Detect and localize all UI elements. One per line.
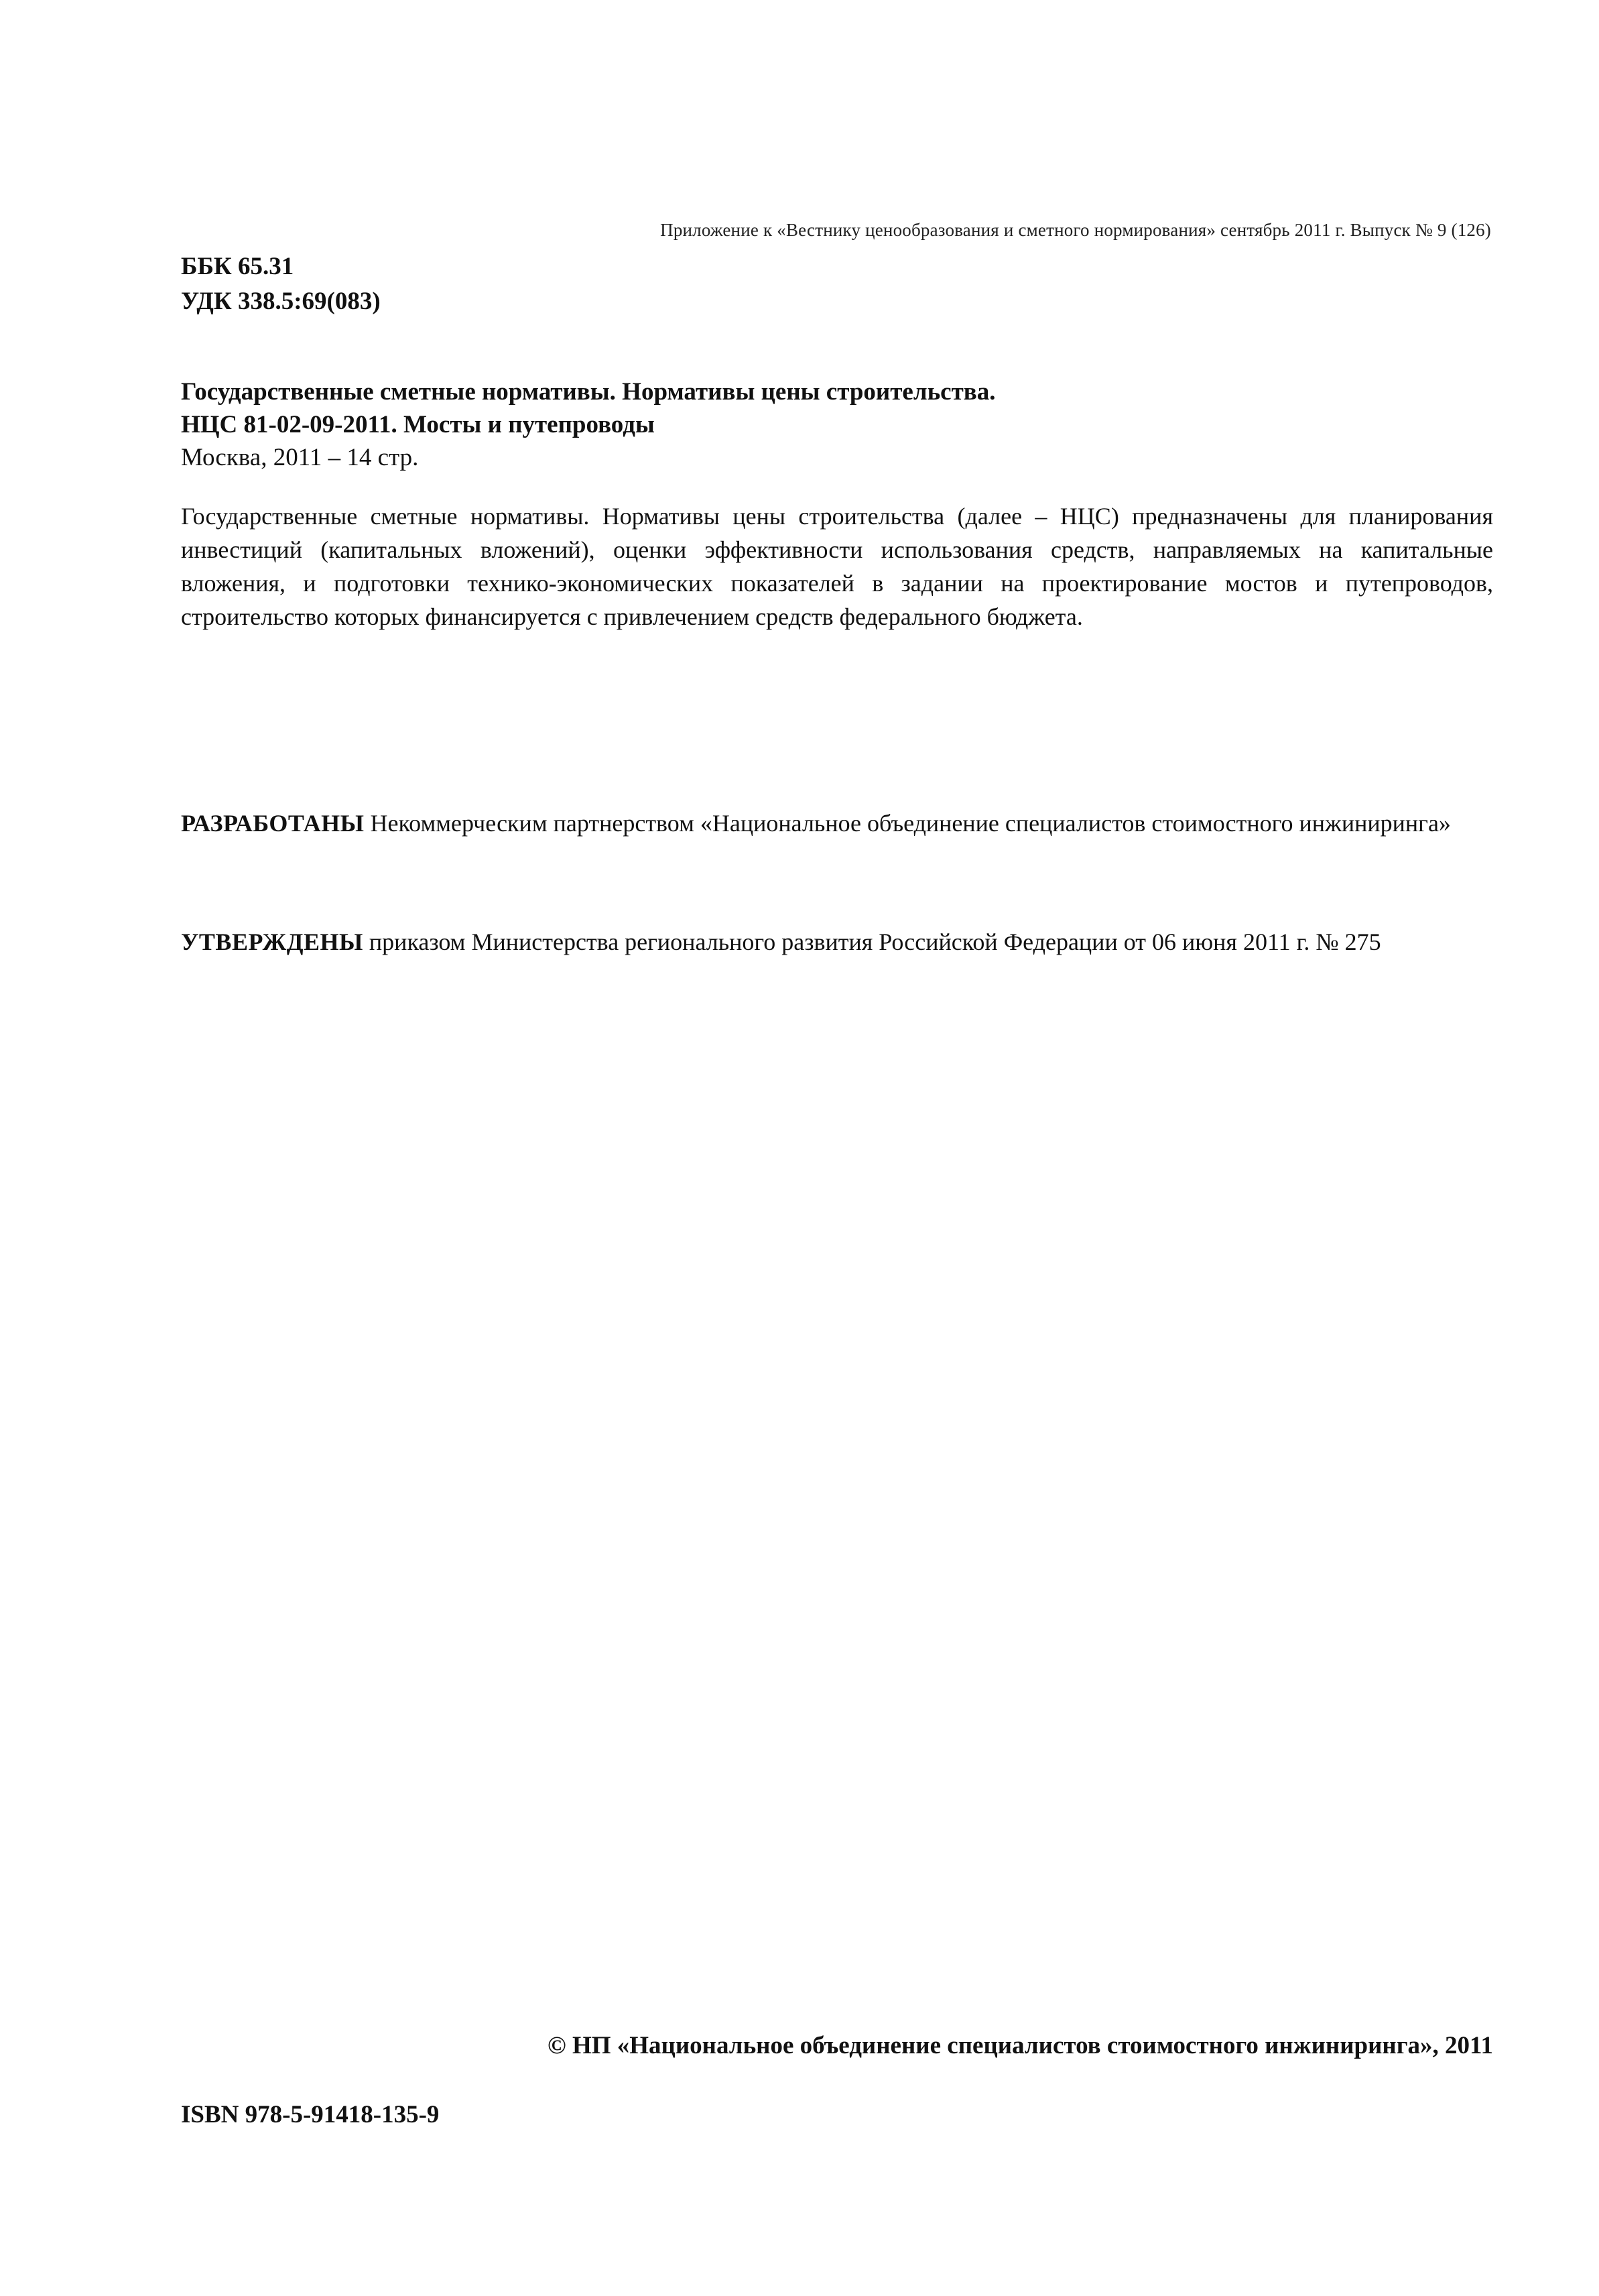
isbn-line: ISBN 978-5-91418-135-9 — [181, 2101, 440, 2128]
udk-code: УДК 338.5:69(083) — [181, 288, 381, 315]
document-subtitle: НЦС 81-02-09-2011. Мосты и путепроводы — [181, 411, 655, 438]
journal-supplement-note: Приложение к «Вестнику ценообразования и сметного нормирования» сентябрь 2011 г. Выпуск № 9 (126) — [660, 220, 1491, 240]
developed-by-text: Некоммерческим партнерством «Национальное объединение специалистов стоимостного инжиниринга» — [364, 810, 1451, 837]
imprint-line: Москва, 2011 – 14 стр. — [181, 444, 419, 471]
approved-by-text: приказом Министерства регионального развития Российской Федерации от 06 июня 2011 г. № 275 — [363, 928, 1381, 955]
classification-codes — [181, 249, 381, 319]
approved-by-paragraph — [181, 925, 1493, 959]
document-title: Государственные сметные нормативы. Нормативы цены строительства. — [181, 378, 996, 406]
developed-by-paragraph — [181, 806, 1493, 840]
bbk-code: ББК 65.31 — [181, 253, 294, 280]
copyright-line: © НП «Национальное объединение специалистов стоимостного инжиниринга», 2011 — [548, 2032, 1493, 2059]
document-title-block — [181, 375, 1494, 474]
approved-by-label: УТВЕРЖДЕНЫ — [181, 928, 363, 955]
developed-by-label: РАЗРАБОТАНЫ — [181, 810, 365, 837]
abstract-paragraph: Государственные сметные нормативы. Нормативы цены строительства (далее – НЦС) предназначены для планирования инвестиций (капитальных вложений), оценки эффективности использования средств, направляемых на капитальные вложения, и подготовки технико-экономических показателей в задании на проектирование мостов и путепроводов, строительство которых финансируется с привлечением средств федерального бюджета. — [181, 503, 1493, 630]
